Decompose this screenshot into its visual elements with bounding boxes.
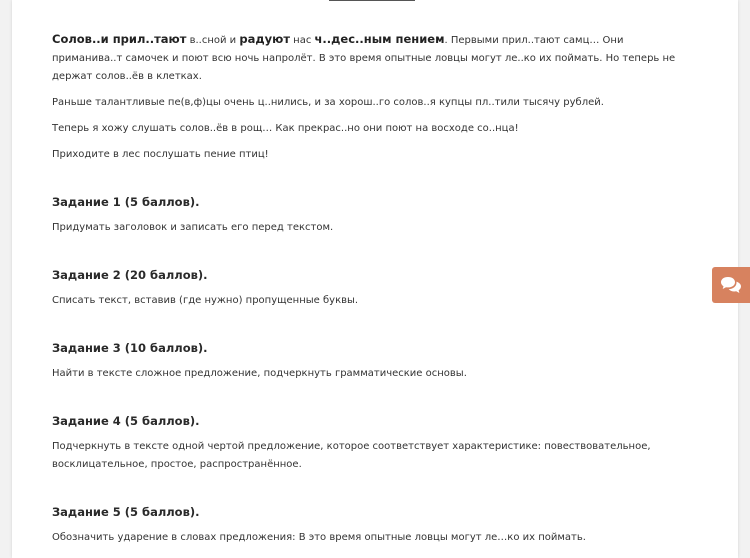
chat-bubbles-icon xyxy=(720,276,742,294)
task-title: Задание 2 (20 баллов). xyxy=(52,268,208,282)
task-text: Найти в тексте сложное предложение, подчеркнуть грамматические основы. xyxy=(52,368,467,379)
document-content xyxy=(52,30,692,547)
text-fragment-1: в..сной и xyxy=(186,35,240,46)
task-title: Задание 1 (5 баллов). xyxy=(52,195,200,209)
task-5 xyxy=(52,503,692,547)
task-text: Обозначить ударение в словах предложения: В это время опытные ловцы могут ле…ко их поймать. xyxy=(52,532,586,543)
document-page xyxy=(12,0,738,558)
task-title: Задание 4 (5 баллов). xyxy=(52,414,200,428)
text-paragraph-4: Приходите в лес послушать пение птиц! xyxy=(52,149,269,160)
bold-phrase-1: Солов..и прил..тают xyxy=(52,32,187,46)
text-paragraph-2: Раньше талантливые пе(в,ф)цы очень ц..нились, и за хорош..го солов..я купцы пл..тили тысячу рублей. xyxy=(52,97,604,108)
task-text: Придумать заголовок и записать его перед текстом. xyxy=(52,222,334,233)
task-title: Задание 3 (10 баллов). xyxy=(52,341,208,355)
chat-button[interactable] xyxy=(712,267,750,303)
task-4 xyxy=(52,412,692,474)
task-1 xyxy=(52,193,692,237)
task-2 xyxy=(52,266,692,310)
bold-phrase-3: ч..дес..ным пением xyxy=(314,32,445,46)
text-paragraph-3: Теперь я хожу слушать солов..ёв в рощ… Как прекрас..но они поют на восходе со..нца! xyxy=(52,123,519,134)
task-text: Списать текст, вставив (где нужно) пропущенные буквы. xyxy=(52,295,359,306)
bold-phrase-2: радуют xyxy=(239,32,290,46)
task-3 xyxy=(52,339,692,383)
task-text: Подчеркнуть в тексте одной чертой предложение, которое соответствует характеристике: повествовательное, восклицательное, простое, распространённое. xyxy=(52,441,651,470)
text-fragment-3: . Первыми прил..тают самц… Они приманива..т самочек и поют всю ночь напролёт. В это время опытные ловцы могут ле..ко их поймать. Но теперь не держат солов..ёв в клетках. xyxy=(52,35,676,82)
task-title: Задание 5 (5 баллов). xyxy=(52,505,200,519)
text-fragment-2: нас xyxy=(289,35,315,46)
top-divider xyxy=(329,0,415,1)
text-paragraph-1 xyxy=(52,30,692,86)
